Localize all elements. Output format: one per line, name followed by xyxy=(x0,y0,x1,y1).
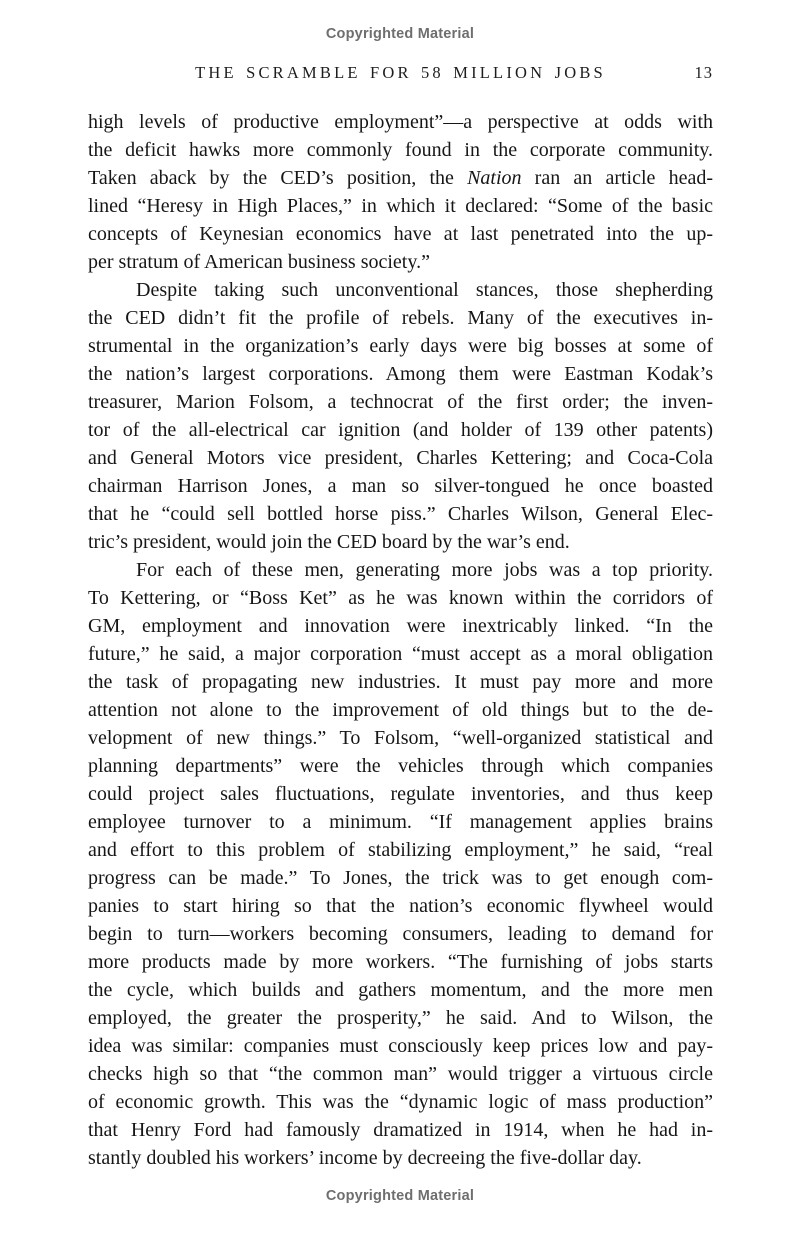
text-line: To Kettering, or “Boss Ket” as he was known within the corridors of xyxy=(88,587,713,609)
copyright-notice-top: Copyrighted Material xyxy=(325,26,475,42)
chapter-title: THE SCRAMBLE FOR 58 MILLION JOBS xyxy=(195,63,606,82)
text-line: progress can be made.” To Jones, the trick was to get enough com- xyxy=(88,867,713,889)
paragraph xyxy=(88,556,713,1172)
text-line: more products made by more workers. “The furnishing of jobs starts xyxy=(88,951,713,973)
text-line: lined “Heresy in High Places,” in which it declared: “Some of the basic xyxy=(88,195,713,217)
text-line: per stratum of American business society.” xyxy=(88,251,430,273)
text-line: begin to turn—workers becoming consumers, leading to demand for xyxy=(88,923,713,945)
text-line: attention not alone to the improvement of old things but to the de- xyxy=(88,699,713,721)
text-line: strumental in the organization’s early days were big bosses at some of xyxy=(88,335,713,357)
text-line: panies to start hiring so that the nation’s economic flywheel would xyxy=(88,895,713,917)
text-line: planning departments” were the vehicles through which companies xyxy=(88,755,713,777)
text-line: and General Motors vice president, Charles Kettering; and Coca-Cola xyxy=(88,447,713,469)
text-line: Despite taking such unconventional stances, those shepherding xyxy=(136,279,713,301)
text-line: GM, employment and innovation were inextricably linked. “In the xyxy=(88,615,713,637)
text-line: tor of the all-electrical car ignition (and holder of 139 other patents) xyxy=(88,419,713,441)
text-line: that he “could sell bottled horse piss.” Charles Wilson, General Elec- xyxy=(88,503,713,525)
text-line: employed, the greater the prosperity,” he said. And to Wilson, the xyxy=(88,1007,713,1029)
text-line: the deficit hawks more commonly found in the corporate community. xyxy=(88,139,713,161)
text-line: of economic growth. This was the “dynamic logic of mass production” xyxy=(88,1091,713,1113)
text-line: tric’s president, would join the CED board by the war’s end. xyxy=(88,531,570,553)
text-line: chairman Harrison Jones, a man so silver-tongued he once boasted xyxy=(88,475,713,497)
text-line: the cycle, which builds and gathers momentum, and the more men xyxy=(88,979,713,1001)
running-header xyxy=(88,63,713,87)
text-line: For each of these men, generating more jobs was a top priority. xyxy=(136,559,713,581)
text-line: treasurer, Marion Folsom, a technocrat of the first order; the inven- xyxy=(88,391,713,413)
text-line: the task of propagating new industries. It must pay more and more xyxy=(88,671,713,693)
text-line: could project sales fluctuations, regulate inventories, and thus keep xyxy=(88,783,713,805)
text-line: the CED didn’t fit the profile of rebels. Many of the executives in- xyxy=(88,307,713,329)
text-line: high levels of productive employment”—a perspective at odds with xyxy=(88,111,713,133)
text-line: employee turnover to a minimum. “If management applies brains xyxy=(88,811,713,833)
text-line: and effort to this problem of stabilizing employment,” he said, “real xyxy=(88,839,713,861)
text-line: the nation’s largest corporations. Among them were Eastman Kodak’s xyxy=(88,363,713,385)
text-line: stantly doubled his workers’ income by decreeing the five-dollar day. xyxy=(88,1147,642,1169)
copyright-notice-bottom: Copyrighted Material xyxy=(325,1188,475,1204)
text-line: concepts of Keynesian economics have at last penetrated into the up- xyxy=(88,223,713,245)
body-text xyxy=(88,108,713,1172)
text-line: future,” he said, a major corporation “must accept as a moral obligation xyxy=(88,643,713,665)
page-number: 13 xyxy=(694,63,713,82)
text-line: idea was similar: companies must consciously keep prices low and pay- xyxy=(88,1035,713,1057)
text-line: checks high so that “the common man” would trigger a virtuous circle xyxy=(88,1063,713,1085)
text-line: velopment of new things.” To Folsom, “well-organized statistical and xyxy=(88,727,713,749)
text-line: Taken aback by the CED’s position, the Nation ran an article head- xyxy=(88,167,713,189)
text-line: that Henry Ford had famously dramatized in 1914, when he had in- xyxy=(88,1119,713,1141)
paragraph xyxy=(88,108,713,276)
paragraph xyxy=(88,276,713,556)
